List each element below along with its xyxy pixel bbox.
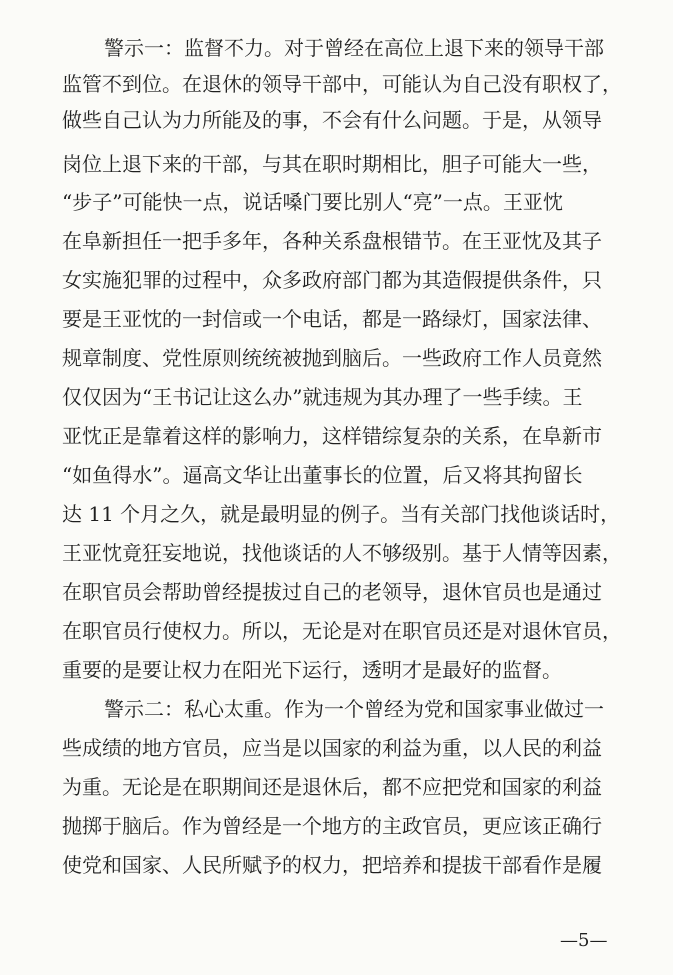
- text-line: 亚忱正是靠着这样的影响力，这样错综复杂的关系，在阜新市: [62, 424, 602, 448]
- text-line: 为重。无论是在职期间还是退休后，都不应把党和国家的利益: [62, 775, 602, 799]
- text-line: “如鱼得水”。逼高文华让出董事长的位置，后又将其拘留长: [62, 463, 583, 487]
- text-line: 王亚忱竟狂妄地说，找他谈话的人不够级别。基于人情等因素，: [62, 541, 622, 565]
- text-line: 在职官员行使权力。所以，无论是对在职官员还是对退休官员，: [62, 619, 622, 643]
- page-number: —5—: [560, 930, 608, 951]
- text-line: 重要的是要让权力在阳光下运行，透明才是最好的监督。: [62, 658, 562, 682]
- text-line: 岗位上退下来的干部，与其在职时期相比，胆子可能大一些，: [62, 152, 602, 176]
- text-line: 抛掷于脑后。作为曾经是一个地方的主政官员，更应该正确行: [62, 814, 602, 838]
- text-line: “步子”可能快一点，说话嗓门要比别人“亮”一点。王亚忱: [62, 190, 563, 214]
- text-line: 警示二：私心太重。作为一个曾经为党和国家事业做过一: [104, 697, 604, 721]
- text-line: 在阜新担任一把手多年，各种关系盘根错节。在王亚忱及其子: [62, 229, 602, 253]
- text-line: 些成绩的地方官员，应当是以国家的利益为重，以人民的利益: [62, 736, 602, 760]
- text-line: 警示一：监督不力。对于曾经在高位上退下来的领导干部: [104, 36, 604, 60]
- text-line: 在职官员会帮助曾经提拔过自己的老领导，退休官员也是通过: [62, 580, 602, 604]
- text-line: 规章制度、党性原则统统被抛到脑后。一些政府工作人员竟然: [62, 346, 602, 370]
- text-line: 使党和国家、人民所赋予的权力，把培养和提拔干部看作是履: [62, 853, 602, 877]
- text-line: 仅仅因为“王书记让这么办”就违规为其办理了一些手续。王: [62, 385, 583, 409]
- text-line: 监管不到位。在退休的领导干部中，可能认为自己没有职权了，: [62, 72, 622, 96]
- text-line: 做些自己认为力所能及的事，不会有什么问题。于是，从领导: [62, 108, 602, 132]
- text-line: 女实施犯罪的过程中，众多政府部门都为其造假提供条件，只: [62, 268, 602, 292]
- text-line: 要是王亚忱的一封信或一个电话，都是一路绿灯，国家法律、: [62, 307, 602, 331]
- text-line: 达 11 个月之久，就是最明显的例子。当有关部门找他谈话时，: [62, 502, 621, 526]
